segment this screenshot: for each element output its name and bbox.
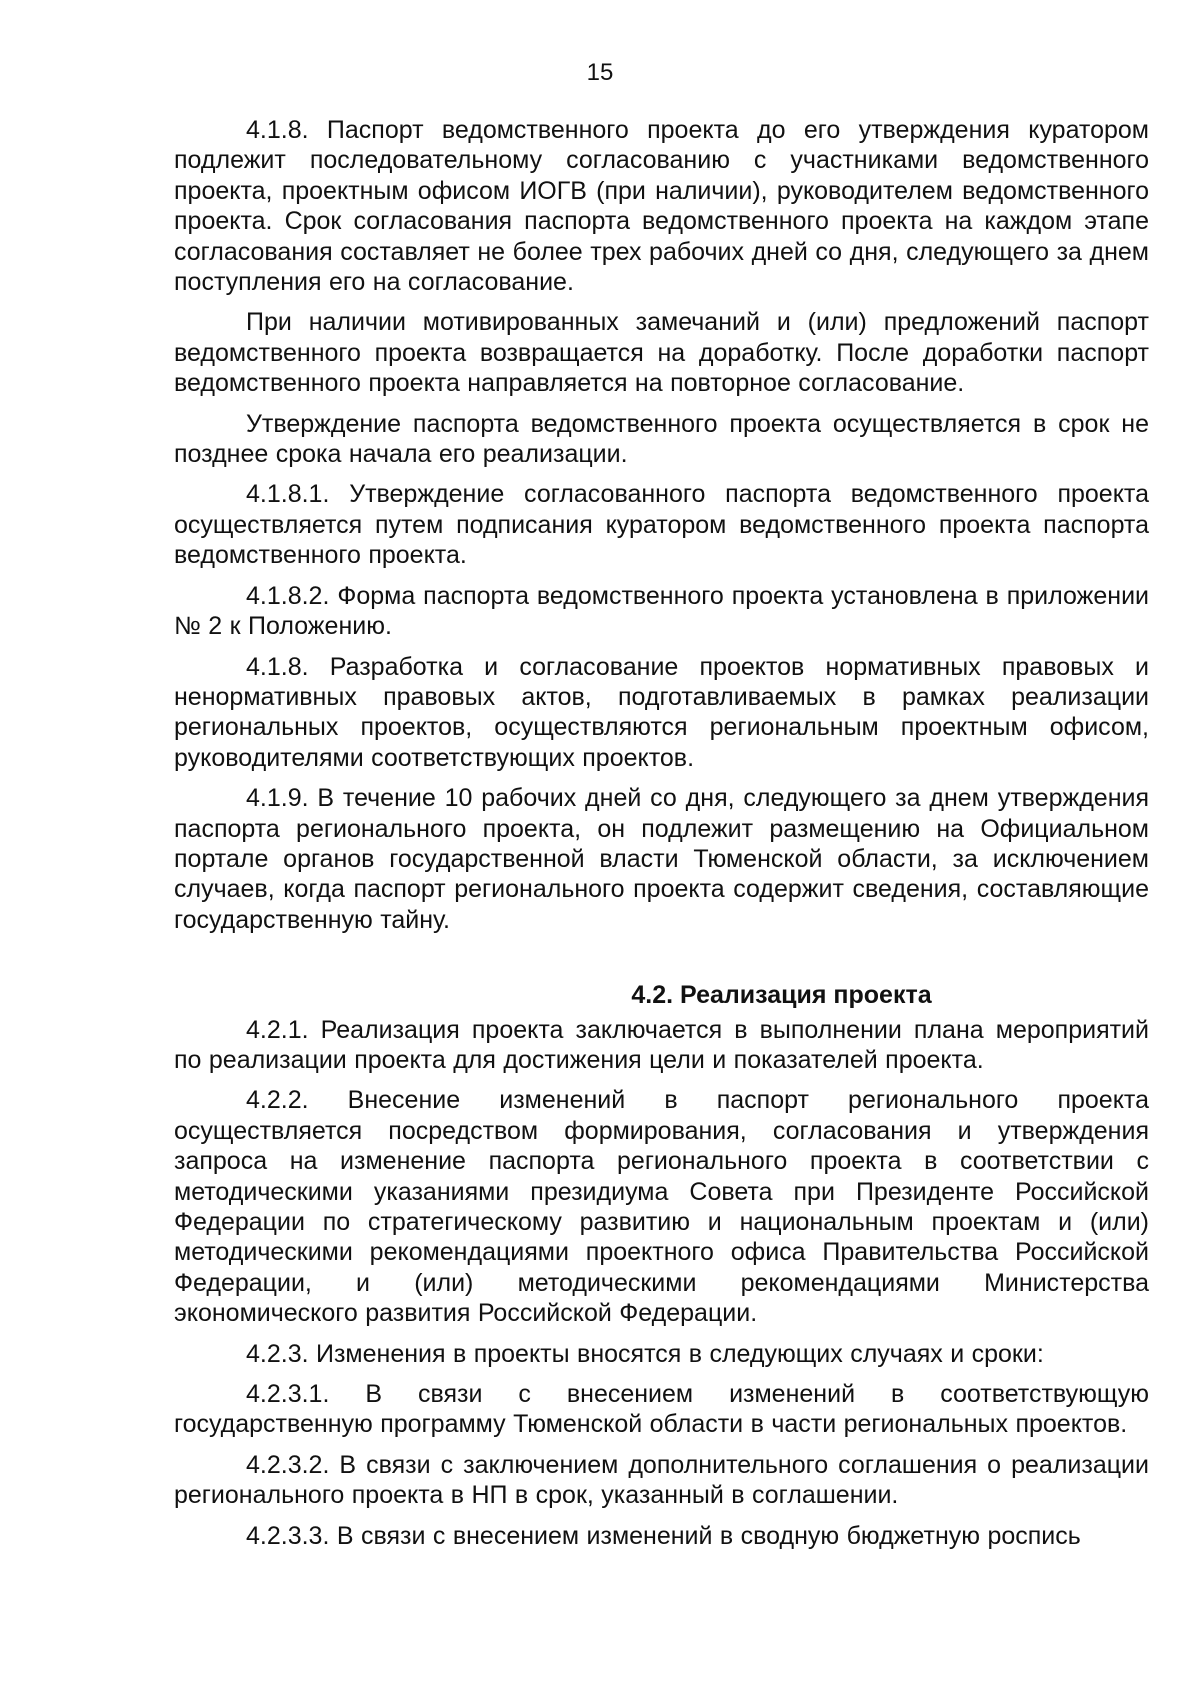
paragraph-approval-term: Утверждение паспорта ведомственного проекта осуществляется в срок не позднее срока начала его реализации. (174, 409, 1149, 469)
paragraph-4-1-8: 4.1.8. Паспорт ведомственного проекта до его утверждения куратором подлежит последовательному согласованию с участниками ведомственного проекта, проектным офисом ИОГВ (при наличии), руководителем ведомственного проекта. Срок согласования паспорта ведомственного проекта на каждом этапе согласования составляет не более трех рабочих дней со дня, следующего за днем поступления его на согласование. (174, 116, 1149, 297)
paragraph-4-2-3-2: 4.2.3.2. В связи с заключением дополнительного соглашения о реализации регионального проекта в НП в срок, указанный в соглашении. (174, 1450, 1149, 1510)
paragraph-4-2-2: 4.2.2. Внесение изменений в паспорт регионального проекта осуществляется посредством формирования, согласования и утверждения запроса на изменение паспорта регионального проекта в соответствии с методическими указаниями президиума Совета при Президенте Российской Федерации по стратегическому развитию и национальным проектам и (или) методическими рекомендациями проектного офиса Правительства Российской Федерации, и (или) методическими рекомендациями Министерства экономического развития Российской Федерации. (174, 1086, 1149, 1328)
page-number: 15 (586, 59, 614, 86)
paragraph-4-2-1: 4.2.1. Реализация проекта заключается в выполнении плана мероприятий по реализации проекта для достижения цели и показателей проекта. (174, 1015, 1149, 1074)
paragraph-4-2-3-3: 4.2.3.3. В связи с внесением изменений в сводную бюджетную роспись (246, 1521, 1081, 1550)
document-body (174, 115, 1149, 1561)
paragraph-4-1-8-2: 4.1.8.2. Форма паспорта ведомственного проекта установлена в приложении № 2 к Положению. (174, 581, 1149, 641)
paragraph-remarks: При наличии мотивированных замечаний и (или) предложений паспорт ведомственного проекта возвращается на доработку. После доработки паспорт ведомственного проекта направляется на повторное согласование. (174, 308, 1149, 398)
paragraph-4-2-3-1: 4.2.3.1. В связи с внесением изменений в соответствующую государственную программу Тюменской области в части региональных проектов. (174, 1380, 1149, 1439)
paragraph-4-1-8-acts: 4.1.8. Разработка и согласование проектов нормативных правовых и ненормативных правовых актов, подготавливаемых в рамках реализации региональных проектов, осуществляются региональным проектным офисом, руководителями соответствующих проектов. (174, 652, 1149, 772)
paragraph-4-2-3: 4.2.3. Изменения в проекты вносятся в следующих случаях и сроки: (246, 1339, 1044, 1368)
paragraph-4-1-9: 4.1.9. В течение 10 рабочих дней со дня, следующего за днем утверждения паспорта регионального проекта, он подлежит размещению на Официальном портале органов государственной власти Тюменской области, за исключением случаев, когда паспорт регионального проекта содержит сведения, составляющие государственную тайну. (174, 784, 1149, 934)
section-heading: 4.2. Реализация проекта (631, 981, 932, 1010)
paragraph-4-1-8-1: 4.1.8.1. Утверждение согласованного паспорта ведомственного проекта осуществляется путем подписания куратором ведомственного проекта паспорта ведомственного проекта. (174, 480, 1149, 570)
